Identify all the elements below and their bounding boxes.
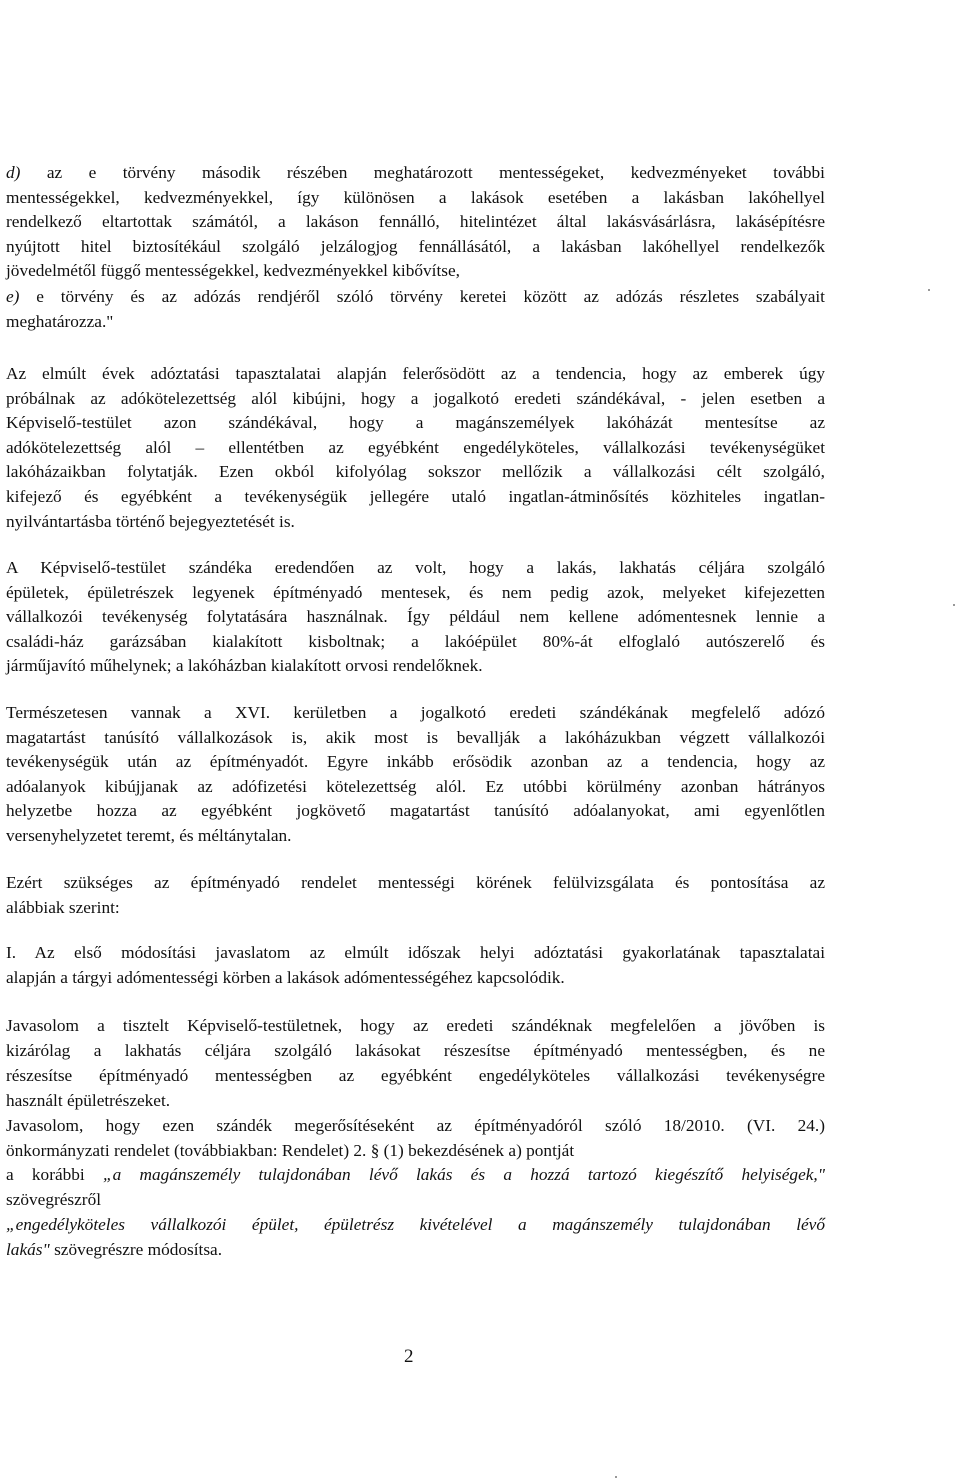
- text-line: családi-ház garázsában kialakított kisboltnak; a lakóépület 80%-át elfoglaló autószerelő és: [6, 631, 825, 651]
- text-line: használt épületrészeket.: [6, 1090, 171, 1110]
- text-line: járműjavító műhelynek; a lakóházban kialakított orvosi rendelőknek.: [6, 656, 483, 676]
- text-line: kizárólag a lakhatás céljára szolgáló lakásokat részesítse építményadó mentességben, és ne: [6, 1040, 825, 1060]
- paragraph-council-intent: [6, 556, 825, 679]
- text-line: magatartást tanúsító vállalkozások is, akik most is bevallják a lakóházukban végzett vállalkozói: [6, 727, 825, 747]
- text-line: rendelkező eltartottak számától, a lakáson fennálló, hitelintézet által lakásvásárlásra, lakásépítésre: [6, 212, 825, 232]
- text-line: kifejező és egyébként a tevékenységük jellegére utaló ingatlan-átminősítés közhiteles ingatlan-: [6, 486, 825, 506]
- paragraph-first-proposal: [6, 941, 825, 990]
- text-line: Az elmúlt évek adóztatási tapasztalatai alapján felerősödött az a tendencia, hogy az emberek úgy: [6, 364, 825, 383]
- text-line: tevékenységük után az építményadót. Egyre inkább erősödik azonban az a tendencia, hogy az: [6, 752, 825, 772]
- quoted-new-text-end: lakás": [6, 1240, 50, 1260]
- text-line: Javasolom a tisztelt Képviselő-testületnek, hogy az eredeti szándéknak megfelelően a jövőben is: [6, 1016, 825, 1035]
- text-line: Természetesen vannak a XVI. kerületben a jogalkotó eredeti szándékának megfelelő adózó: [6, 703, 825, 722]
- text-line: Képviselő-testület azon szándékával, hogy a magánszemélyek lakóházát mentesítse az: [6, 413, 825, 433]
- text-line: d) az e törvény második részében meghatározott mentességeket, kedvezményeket további: [6, 163, 825, 182]
- text-line: mentességekkel, kedvezményekkel, így különösen a lakások esetében a lakásban lakóhellyel: [6, 187, 825, 207]
- text-line: adókötelezettség alól – ellentétben az egyébként engedélyköteles, vállalkozási tevékenységüket: [6, 437, 825, 457]
- paragraph-tax-tendency: [6, 362, 825, 534]
- quoted-new-text: „engedélyköteles vállalkozói épület, épületrész kivételével a magánszemély tulajdonában lévő: [6, 1215, 825, 1235]
- text-line: versenyhelyzetet teremt, és méltánytalan.: [6, 825, 292, 845]
- text-line: nyilvántartásba történő bejegyeztetését is.: [6, 511, 295, 531]
- text-line: jövedelmétől függő mentességekkel, kedvezményekkel kibővítse,: [6, 261, 460, 281]
- text-line: meghatározza.": [6, 311, 114, 331]
- text-line: szövegrészről: [6, 1190, 102, 1210]
- scan-speck: [928, 289, 930, 291]
- text-line: próbálnak az adókötelezettség alól kibújni, hogy a jogalkotó eredeti szándékával, - jelen esetben a: [6, 388, 825, 408]
- scan-speck: [615, 1476, 617, 1478]
- text-line: a korábbi „a magánszemély tulajdonában lévő lakás és a hozzá tartozó kiegészítő helyiségek,": [6, 1165, 825, 1185]
- text-line: Javasolom, hogy ezen szándék megerősítéseként az építményadóról szóló 18/2010. (VI. 24.): [6, 1115, 825, 1135]
- list-item-d: [6, 161, 825, 284]
- text-line: alábbiak szerint:: [6, 897, 120, 917]
- text-line: épületek, épületrészek legyenek építményadó mentesek, és nem pedig azok, melyeket kifejezetten: [6, 582, 825, 602]
- text-line: I. Az első módosítási javaslatom az elmúlt időszak helyi adóztatási gyakorlatának tapasztalatai: [6, 943, 825, 962]
- text-line: alapján a tárgyi adómentességi körben a lakások adómentességéhez kapcsolódik.: [6, 967, 565, 987]
- scan-speck: [953, 604, 955, 606]
- list-marker: d): [6, 163, 21, 182]
- text-line: nyújtott hitel biztosítékául szolgáló jelzálogjog fennállásától, a lakásban lakóhellyel rendelkezők: [6, 236, 825, 256]
- text-line: helyzetbe hozza az egyébként jogkövető magatartást tanúsító adóalanyokat, ami egyenlőtlen: [6, 801, 825, 821]
- quoted-old-text: „a magánszemély tulajdonában lévő lakás és a hozzá tartozó kiegészítő helyiségek,": [102, 1165, 825, 1185]
- text-line: vállalkozói tevékenység folytatására használnak. Így például nem kellene adómentesnek lennie a: [6, 607, 825, 627]
- paragraph-review-need: [6, 871, 825, 920]
- list-item-e: [6, 285, 825, 334]
- text-line: adóalanyok kibújjanak az adófizetési kötelezettség alól. Ez utóbbi körülmény azonban hátrányos: [6, 776, 825, 796]
- text-line: e) e törvény és az adózás rendjéről szóló törvény keretei között az adózás részletes szabályait: [6, 287, 825, 306]
- text-line: részesítse építményadó mentességben az egyébként engedélyköteles vállalkozási tevékenységre: [6, 1065, 825, 1085]
- paragraph-compliant-businesses: [6, 701, 825, 849]
- text-line: lakóházaikban folytatják. Ezen okból kifolyólag sokszor mellőzik a vállalkozási célt szolgáló,: [6, 462, 825, 482]
- text-line: A Képviselő-testület szándéka eredendően az volt, hogy a lakás, lakhatás céljára szolgáló: [6, 558, 825, 577]
- list-marker: e): [6, 287, 20, 306]
- text-line: Ezért szükséges az építményadó rendelet mentességi körének felülvizsgálata és pontosítása az: [6, 873, 825, 892]
- text-line: önkormányzati rendelet (továbbiakban: Rendelet) 2. § (1) bekezdésének a) pontját: [6, 1140, 575, 1160]
- paragraph-recommendation: [6, 1014, 825, 1263]
- text-line: lakás" szövegrészre módosítsa.: [6, 1240, 223, 1260]
- page-number: 2: [404, 1346, 414, 1367]
